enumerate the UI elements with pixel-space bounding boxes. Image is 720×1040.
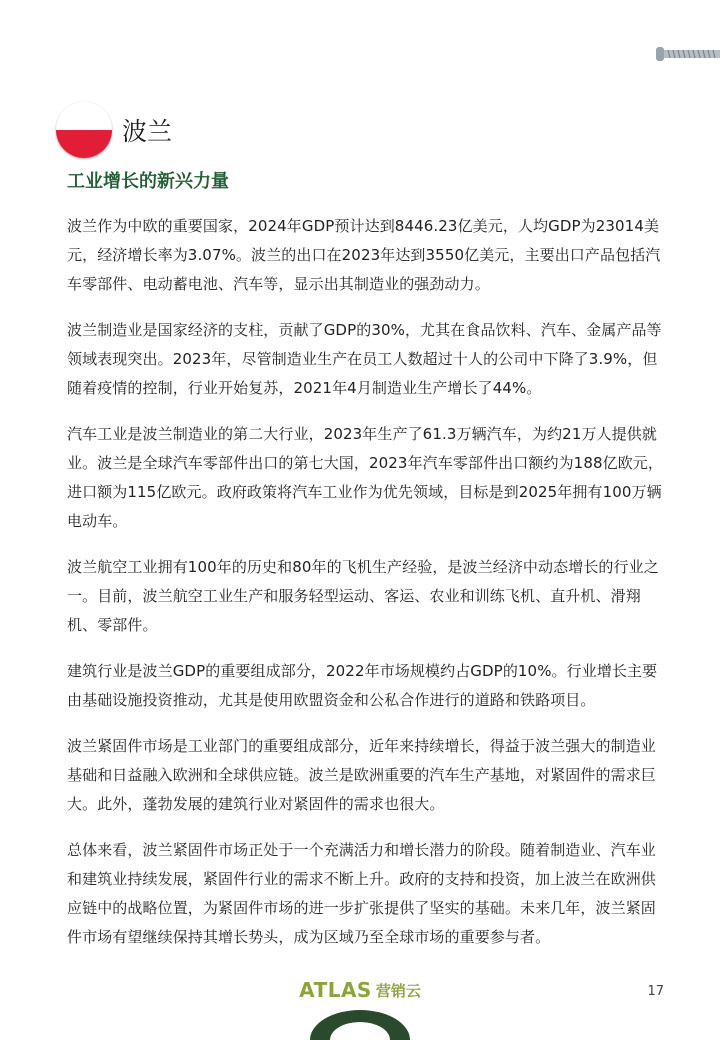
paragraph: 建筑行业是波兰GDP的重要组成部分，2022年市场规模约占GDP的10%。行业增长主要由基础设施投资推动，尤其是使用欧盟资金和公私合作进行的道路和铁路项目。 [67, 662, 658, 709]
page-number: 17 [647, 984, 664, 999]
paragraph: 总体来看，波兰紧固件市场正处于一个充满活力和增长潜力的阶段。随着制造业、汽车业和建筑业持续发展，紧固件行业的需求不断上升。政府的支持和投资，加上波兰在欧洲供应链中的战略位置，为紧固件市场的进一步扩张提供了坚实的基础。未来几年，波兰紧固件市场有望继续保持其增长势头，成为区域乃至全球市场的重要参与者。 [67, 841, 656, 946]
article-body [67, 212, 667, 969]
footer-arch-decoration [310, 1010, 410, 1040]
poland-flag-icon [56, 102, 112, 158]
paragraph: 波兰紧固件市场是工业部门的重要组成部分，近年来持续增长，得益于波兰强大的制造业基础和日益融入欧洲和全球供应链。波兰是欧洲重要的汽车生产基地，对紧固件的需求巨大。此外，蓬勃发展的建筑行业对紧固件的需求也很大。 [67, 737, 656, 813]
paragraph: 波兰制造业是国家经济的支柱，贡献了GDP的30%，尤其在食品饮料、汽车、金属产品等领域表现突出。2023年，尽管制造业生产在员工人数超过十人的公司中下降了3.9%，但随着疫情的控制，行业开始复苏，2021年4月制造业生产增长了44%。 [67, 321, 662, 397]
bolt-icon [656, 44, 720, 64]
footer-logo [0, 978, 720, 1002]
logo-cn-text: 营销云 [375, 981, 421, 1000]
paragraph: 汽车工业是波兰制造业的第二大行业，2023年生产了61.3万辆汽车，为约21万人提供就业。波兰是全球汽车零部件出口的第七大国，2023年汽车零部件出口额约为188亿欧元，进口额为115亿欧元。政府政策将汽车工业作为优先领域，目标是到2025年拥有100万辆电动车。 [67, 425, 664, 530]
section-header [56, 102, 172, 158]
section-subtitle: 工业增长的新兴力量 [67, 171, 229, 192]
paragraph: 波兰航空工业拥有100年的历史和80年的飞机生产经验，是波兰经济中动态增长的行业之一。目前，波兰航空工业生产和服务轻型运动、客运、农业和训练飞机、直升机、滑翔机、零部件。 [67, 558, 659, 634]
country-title: 波兰 [122, 117, 173, 146]
paragraph: 波兰作为中欧的重要国家，2024年GDP预计达到8446.23亿美元，人均GDP为23014美元，经济增长率为3.07%。波兰的出口在2023年达到3550亿美元，主要出口产品包括汽车零部件、电动蓄电池、汽车等，显示出其制造业的强劲动力。 [67, 217, 661, 293]
logo-text: ATLAS [299, 978, 372, 1002]
